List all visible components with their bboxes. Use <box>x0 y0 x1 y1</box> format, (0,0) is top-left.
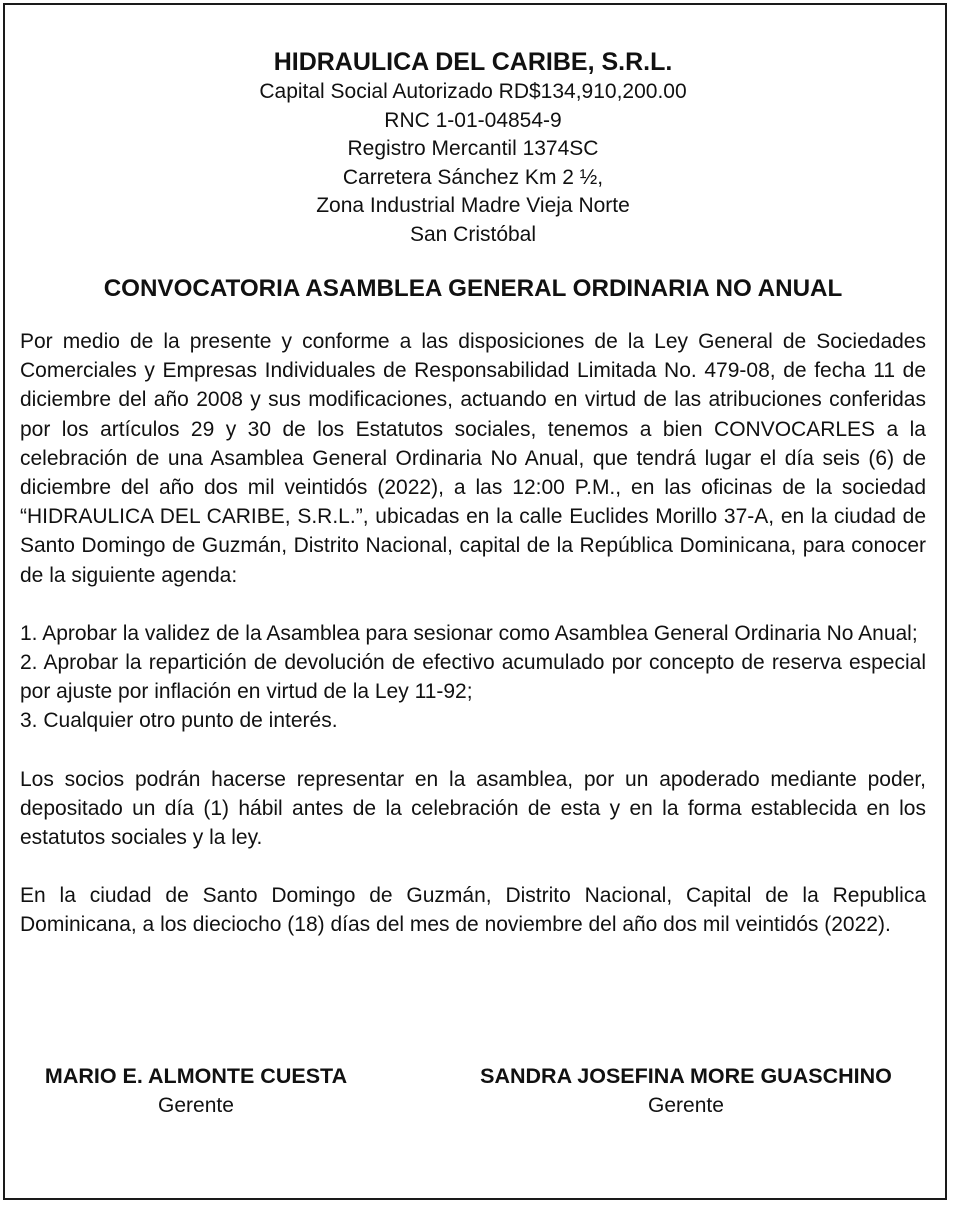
signature-right <box>446 1062 926 1120</box>
agenda-list <box>20 619 926 736</box>
company-name: HIDRAULICA DEL CARIBE, S.R.L. <box>273 48 673 76</box>
agenda-item: 1. Aprobar la validez de la Asamblea para sesionar como Asamblea General Ordinaria No Anual; <box>20 621 918 645</box>
signature-left <box>20 1062 372 1120</box>
closing-paragraph: En la ciudad de Santo Domingo de Guzmán, Distrito Nacional, Capital de la Republica Dominicana, a los dieciocho (18) días del mes de noviembre del año dos mil veintidós (2022). <box>20 884 926 937</box>
signatory-name: MARIO E. ALMONTE CUESTA <box>44 1064 348 1088</box>
address-line-1: Carretera Sánchez Km 2 ½, <box>342 165 604 189</box>
signatory-name: SANDRA JOSEFINA MORE GUASCHINO <box>480 1064 892 1088</box>
notice-title: CONVOCATORIA ASAMBLEA GENERAL ORDINARIA NO ANUAL <box>103 275 843 302</box>
registro-line: Registro Mercantil 1374SC <box>347 137 599 160</box>
agenda-item: 2. Aprobar la repartición de devolución de efectivo acumulado por concepto de reserva especial por ajuste por inflación en virtud de la Ley 11-92; <box>20 651 926 704</box>
signatory-role: Gerente <box>648 1094 724 1117</box>
company-details <box>20 78 926 249</box>
agenda-item: 3. Cualquier otro punto de interés. <box>20 709 338 733</box>
address-line-2: Zona Industrial Madre Vieja Norte <box>316 194 630 217</box>
notice-content <box>20 46 926 940</box>
signatory-role: Gerente <box>158 1094 234 1117</box>
intro-paragraph: Por medio de la presente y conforme a las disposiciones de la Ley General de Sociedades Comerciales y Empresas Individuales de Responsabilidad Limitada No. 479-08, de fecha 11 de diciembre del año 2008 y sus modificaciones, actuando en virtud de las atribuciones conferidas por los artículos 29 y 30 de los Estatutos sociales, tenemos a bien CONVOCARLES a la celebración de una Asamblea General Ordinaria No Anual, que tendrá lugar el día seis (6) de diciembre del año dos mil veintidós (2022), a las 12:00 P.M., en las oficinas de la sociedad “HIDRAULICA DEL CARIBE, S.R.L.”, ubicadas en la calle Euclides Morillo 37-A, en la ciudad de Santo Domingo de Guzmán, Distrito Nacional, capital de la República Dominicana, para conocer de la siguiente agenda: <box>20 330 926 587</box>
representation-paragraph: Los socios podrán hacerse representar en la asamblea, por un apoderado mediante poder, depositado un día (1) hábil antes de la celebración de esta y en la forma establecida en los estatutos sociales y la ley. <box>20 767 926 850</box>
city-line: San Cristóbal <box>409 222 537 246</box>
capital-line: Capital Social Autorizado RD$134,910,200.00 <box>259 80 687 103</box>
rnc-line: RNC 1-01-04854-9 <box>384 108 562 132</box>
